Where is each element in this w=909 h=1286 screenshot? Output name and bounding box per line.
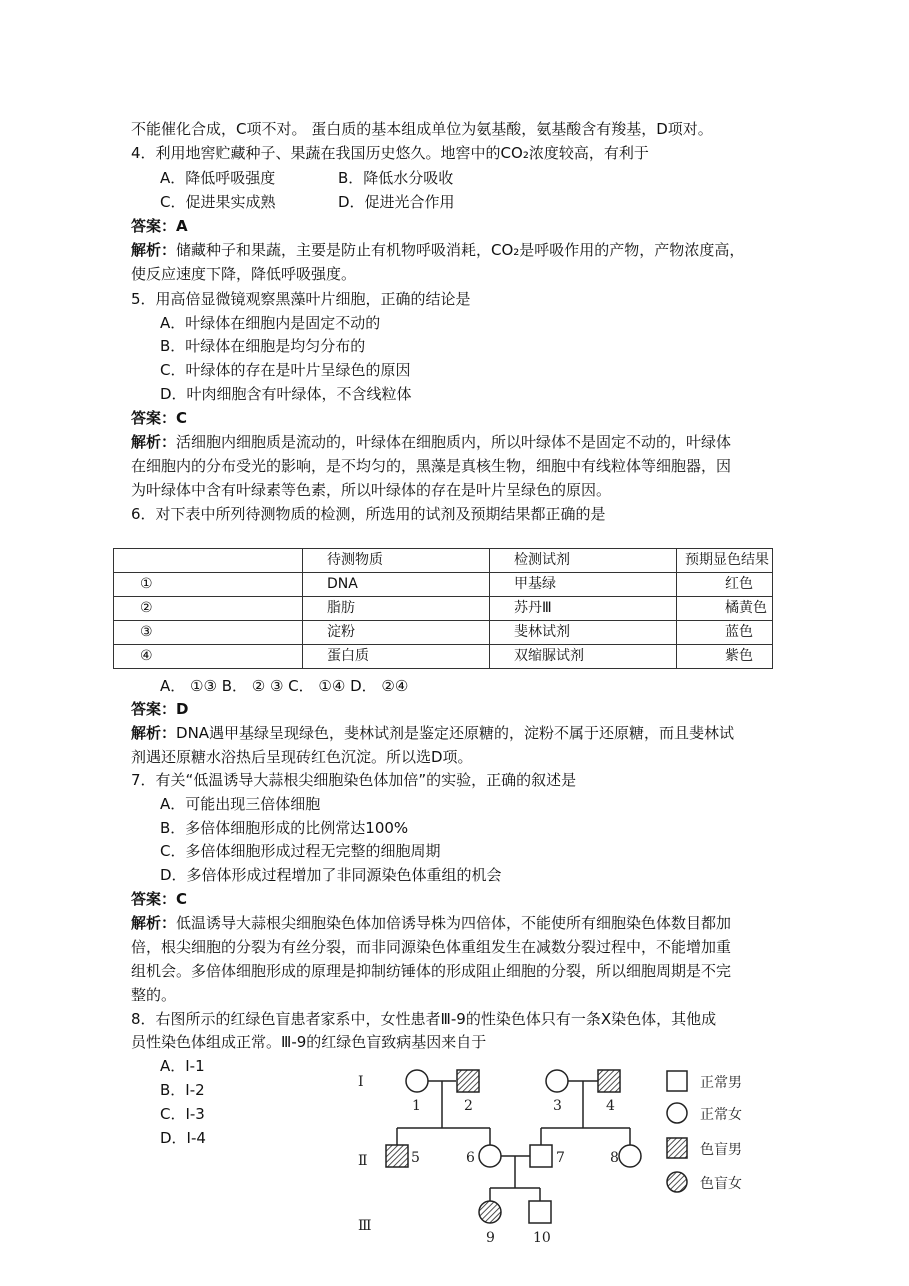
normal-female-symbol: [619, 1145, 641, 1167]
svg-text:2: 2: [464, 1098, 473, 1114]
option-b: B．Ⅰ-2: [160, 1081, 205, 1099]
option-d: D．多倍体形成过程增加了非同源染色体重组的机会: [160, 866, 502, 884]
table-cell: 橘黄色: [677, 597, 773, 621]
explanation-line: 倍，根尖细胞的分裂为有丝分裂，而非同源染色体重组发生在减数分裂过程中，不能增加重: [131, 938, 732, 956]
explanation: [131, 241, 744, 259]
explanation-label: 解析：: [131, 724, 177, 742]
explanation-text: 活细胞内细胞质是流动的，叶绿体在细胞质内，所以叶绿体不是固定不动的，叶绿体: [176, 433, 732, 451]
explanation-line: 组机会。多倍体细胞形成的原理是抑制纺锤体的形成阻止细胞的分裂，所以细胞周期是不完: [131, 962, 732, 980]
table-header-cell: [114, 549, 303, 573]
svg-text:7: 7: [556, 1150, 565, 1166]
reagent-table: [113, 548, 773, 669]
option-a: A．叶绿体在细胞内是固定不动的: [160, 314, 381, 332]
svg-text:色盲女: 色盲女: [700, 1176, 742, 1192]
table-header-cell: 待测物质: [303, 549, 490, 573]
table-cell: ①: [114, 573, 303, 597]
svg-text:6: 6: [466, 1150, 475, 1166]
table-row: [114, 645, 773, 669]
question-8-line2: 员性染色体组成正常。Ⅲ-9的红绿色盲致病基因来自于: [131, 1033, 487, 1051]
answer: 答案：C: [131, 890, 188, 908]
option-d: D．叶肉细胞含有叶绿体，不含线粒体: [160, 385, 412, 403]
svg-text:正常男: 正常男: [700, 1075, 742, 1091]
table-row: [114, 621, 773, 645]
table-cell: 蛋白质: [303, 645, 490, 669]
affected-female-symbol: [479, 1201, 501, 1223]
legend-affected-female: [667, 1172, 687, 1192]
table-cell: 甲基绿: [490, 573, 677, 597]
option-c: C．促进果实成熟: [160, 193, 276, 211]
option-c: C．叶绿体的存在是叶片呈绿色的原因: [160, 361, 411, 379]
table-cell: 双缩脲试剂: [490, 645, 677, 669]
svg-text:正常女: 正常女: [700, 1107, 742, 1123]
affected-male-symbol: [457, 1070, 479, 1092]
option-a: A．降低呼吸强度: [160, 169, 276, 187]
normal-male-symbol: [529, 1201, 551, 1223]
explanation-label: 解析：: [131, 241, 177, 259]
explanation-line: 为叶绿体中含有叶绿素等色素，所以叶绿体的存在是叶片呈绿色的原因。: [131, 481, 612, 499]
option-d: D．促进光合作用: [338, 193, 455, 211]
svg-text:9: 9: [486, 1230, 495, 1246]
table-cell: 紫色: [677, 645, 773, 669]
legend-normal-male: [667, 1071, 687, 1091]
table-cell: 苏丹Ⅲ: [490, 597, 677, 621]
pedigree-diagram: [350, 1068, 780, 1248]
option-a: A．可能出现三倍体细胞: [160, 795, 321, 813]
table-cell: DNA: [303, 573, 490, 597]
explanation-line: 剂遇还原糖水浴热后呈现砖红色沉淀。所以选D项。: [131, 748, 473, 766]
explanation-label: 解析：: [131, 433, 177, 451]
option-b: B．降低水分吸收: [338, 169, 454, 187]
table-header-cell: 预期显色结果: [677, 549, 773, 573]
svg-text:色盲男: 色盲男: [700, 1142, 742, 1158]
option-b: B．叶绿体在细胞是均匀分布的: [160, 337, 366, 355]
generation-label: Ⅲ: [358, 1218, 372, 1234]
svg-text:1: 1: [412, 1098, 421, 1114]
option-b: B．多倍体细胞形成的比例常达100%: [160, 819, 409, 837]
generation-label: Ⅱ: [358, 1153, 368, 1169]
table-cell: 淀粉: [303, 621, 490, 645]
question-4: 4．利用地窖贮藏种子、果蔬在我国历史悠久。地窖中的CO₂浓度较高，有利于: [131, 144, 649, 162]
explanation-line: 整的。: [131, 986, 177, 1004]
answer: 答案：A: [131, 217, 188, 235]
explanation-line: 在细胞内的分布受光的影响，是不均匀的，黑藻是真核生物，细胞中有线粒体等细胞器，因: [131, 457, 732, 475]
question-6: 6．对下表中所列待测物质的检测，所选用的试剂及预期结果都正确的是: [131, 505, 606, 523]
table-header-cell: 检测试剂: [490, 549, 677, 573]
svg-text:4: 4: [606, 1098, 615, 1114]
text-line: 不能催化合成，C项不对。 蛋白质的基本组成单位为氨基酸，氨基酸含有羧基，D项对。: [131, 120, 713, 138]
table-cell: ④: [114, 645, 303, 669]
svg-text:8: 8: [610, 1150, 619, 1166]
options-line: A． ①③ B． ② ③ C． ①④ D． ②④: [160, 677, 409, 695]
affected-male-symbol: [386, 1145, 408, 1167]
question-7: 7．有关“低温诱导大蒜根尖细胞染色体加倍”的实验，正确的叙述是: [131, 771, 577, 789]
option-c: C．多倍体细胞形成过程无完整的细胞周期: [160, 842, 441, 860]
answer: 答案：D: [131, 700, 189, 718]
explanation: [131, 724, 734, 742]
option-c: C．Ⅰ-3: [160, 1105, 205, 1123]
generation-label: Ⅰ: [358, 1074, 364, 1090]
explanation-text: 储藏种子和果蔬，主要是防止有机物呼吸消耗，CO₂是呼吸作用的产物，产物浓度高，: [176, 241, 745, 259]
table-cell: ②: [114, 597, 303, 621]
svg-text:3: 3: [553, 1098, 562, 1114]
table-row: [114, 597, 773, 621]
legend-normal-female: [667, 1103, 687, 1123]
table-header-row: [114, 549, 773, 573]
table-row: [114, 573, 773, 597]
table-cell: 蓝色: [677, 621, 773, 645]
table-cell: 脂肪: [303, 597, 490, 621]
option-d: D．Ⅰ-4: [160, 1129, 206, 1147]
explanation-label: 解析：: [131, 914, 177, 932]
explanation: [131, 433, 731, 451]
normal-female-symbol: [406, 1070, 428, 1092]
table-cell: 红色: [677, 573, 773, 597]
legend-affected-male: [667, 1138, 687, 1158]
svg-text:10: 10: [533, 1230, 551, 1246]
table-cell: 斐林试剂: [490, 621, 677, 645]
question-5: 5．用高倍显微镜观察黑藻叶片细胞，正确的结论是: [131, 290, 471, 308]
option-a: A．Ⅰ-1: [160, 1057, 205, 1075]
affected-male-symbol: [598, 1070, 620, 1092]
explanation: [131, 914, 731, 932]
normal-female-symbol: [479, 1145, 501, 1167]
normal-female-symbol: [546, 1070, 568, 1092]
svg-text:5: 5: [411, 1150, 420, 1166]
explanation-line: 使反应速度下降，降低呼吸强度。: [131, 265, 357, 283]
explanation-text: DNA遇甲基绿呈现绿色，斐林试剂是鉴定还原糖的，淀粉不属于还原糖，而且斐林试: [176, 724, 735, 742]
explanation-text: 低温诱导大蒜根尖细胞染色体加倍诱导株为四倍体，不能使所有细胞染色体数目都加: [176, 914, 732, 932]
table-cell: ③: [114, 621, 303, 645]
normal-male-symbol: [530, 1145, 552, 1167]
question-8: 8．右图所示的红绿色盲患者家系中，女性患者Ⅲ-9的性染色体只有一条X染色体，其他成: [131, 1010, 717, 1028]
answer: 答案：C: [131, 409, 188, 427]
